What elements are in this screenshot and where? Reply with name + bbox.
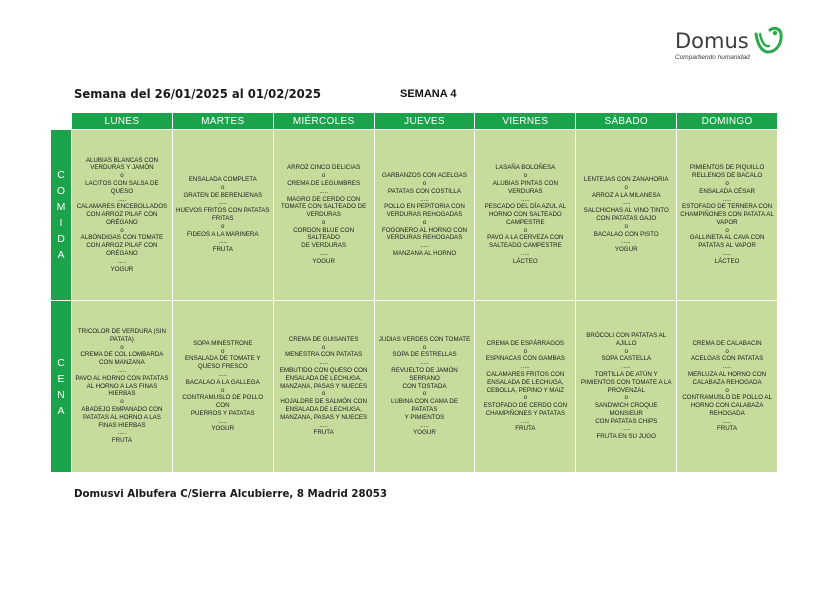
menu-line: SOPA DE ESTRELLAS xyxy=(392,351,457,359)
meal-letter: C xyxy=(57,356,65,369)
menu-line: FRUTA EN SU JUGO xyxy=(596,433,656,441)
logo-vi-icon xyxy=(750,26,784,54)
menu-cell-comida-domingo xyxy=(677,130,777,300)
menu-line: o xyxy=(422,343,427,351)
menu-line: ..... xyxy=(722,250,732,258)
menu-line: ALUBIAS PINTAS CON xyxy=(492,179,558,187)
meal-label-cena xyxy=(51,301,71,472)
menu-line: o xyxy=(321,390,326,398)
meal-letter: D xyxy=(57,233,65,245)
menu-line: AL HORNO A LAS FINAS HIERBAS xyxy=(86,382,158,398)
menu-line: PIMIENTOS CON TOMATE A LA xyxy=(580,378,672,386)
menu-line: ESTOFADO DE TERNERA CON xyxy=(681,203,773,211)
menu-line: VERDURAS REHOGADAS xyxy=(386,234,463,242)
menu-line: PAVO AL HORNO CON PATATAS xyxy=(75,374,169,382)
day-header-domingo: DOMINGO xyxy=(677,113,777,129)
menu-line: HOJALDRE DE SALMÓN CON xyxy=(280,398,367,406)
menu-line: CON MANZANA xyxy=(99,359,145,367)
menu-line: o xyxy=(221,222,225,230)
menu-line: o xyxy=(624,347,628,355)
menu-line: FRUTA xyxy=(212,246,233,254)
menu-line: SALTEADO CAMPESTRE xyxy=(488,242,562,250)
menu-line: ..... xyxy=(420,359,429,367)
menu-line: CHAMPIÑONES Y PATATAS xyxy=(485,409,565,417)
menu-line: GARBANZOS CON ACELGAS xyxy=(382,172,467,180)
menu-line: o xyxy=(221,347,225,355)
menu-cell-comida-lunes xyxy=(72,130,172,300)
menu-line: FRUTA xyxy=(716,425,738,433)
menu-line: ..... xyxy=(722,363,732,371)
menu-line: ..... xyxy=(319,421,328,429)
menu-line: HORNO CON SALTEADO xyxy=(488,211,562,219)
menu-line: o xyxy=(624,394,628,402)
menu-line: REHOGADA xyxy=(709,409,745,417)
menu-line: o xyxy=(321,343,326,351)
menu-line: LUBINA CON CAMA DE PATATAS xyxy=(390,398,459,413)
menu-line: DE VERDURAS xyxy=(301,242,346,250)
table-corner xyxy=(51,113,71,129)
menu-line: YOGUR xyxy=(614,246,638,254)
menu-line: ORÉGANO xyxy=(106,250,138,258)
menu-line: CON ARROZ PILAF CON xyxy=(86,242,158,250)
menu-line: ..... xyxy=(117,195,127,203)
menu-line: EMBUTIDO CON QUESO CON xyxy=(279,367,368,374)
week-range-title: Semana del 26/01/2025 al 01/02/2025 xyxy=(74,86,321,101)
menu-line: FRUTA xyxy=(313,429,334,437)
menu-line: BACALAO A LA GALLEGA xyxy=(185,378,260,386)
menu-line: MERLUZA AL HORNO CON xyxy=(687,370,767,378)
menu-cell-cena-domingo xyxy=(677,301,777,472)
menu-line: LACITOS CON SALSA DE QUESO xyxy=(85,179,159,195)
menu-line: ESPINACAS CON GAMBAS xyxy=(485,355,565,363)
meal-letter: O xyxy=(56,185,66,197)
menu-line: ..... xyxy=(621,199,631,207)
menu-line: FINAS HIERBAS xyxy=(98,421,146,429)
menu-line: CALAMARES FRITOS CON xyxy=(486,370,565,378)
meal-letter: E xyxy=(57,372,65,385)
menu-line: o xyxy=(523,347,528,355)
menu-line: MAGRO DE CERDO CON xyxy=(287,195,361,203)
menu-line: CON ARROZ PILAF CON xyxy=(86,211,158,219)
menu-line: o xyxy=(624,183,628,191)
menu-line: o xyxy=(120,398,124,406)
menu-line: CREMA DE GUISANTES xyxy=(288,335,359,343)
menu-line: PESCADO DEL DÍA AZUL AL xyxy=(484,203,567,211)
menu-line: ENSALADA DE TOMATE Y xyxy=(185,355,261,363)
menu-line: o xyxy=(120,343,124,351)
menu-line: CORDON BLUE CON SALTEADO xyxy=(293,226,355,242)
day-header-miercoles: MIÉRCOLES xyxy=(274,113,374,129)
meal-letter: A xyxy=(57,404,65,417)
meal-letter: C xyxy=(57,169,65,181)
menu-line: CONTRAMUSLO DE POLLO CON xyxy=(182,394,264,410)
menu-line: CHAMPIÑONES CON PATATA AL xyxy=(680,211,774,219)
menu-line: FRITAS xyxy=(212,215,234,222)
menu-line: ..... xyxy=(319,359,328,367)
menu-line: ..... xyxy=(521,417,530,425)
menu-line: o xyxy=(120,226,124,234)
menu-line: o xyxy=(725,226,729,234)
menu-line: ..... xyxy=(722,417,732,425)
menu-line: CREMA DE CALABACIN xyxy=(692,339,762,347)
menu-line: LÁCTEO xyxy=(512,257,538,265)
day-header-lunes: LUNES xyxy=(72,113,172,129)
menu-line: POLLO EN PEPITORIA CON xyxy=(384,203,465,211)
menu-line: CON PATATAS CHIPS xyxy=(595,417,658,425)
menu-line: ARROZ A LA MILANESA xyxy=(591,191,661,199)
menu-line: LÁCTEO xyxy=(714,257,740,265)
menu-line: o xyxy=(725,179,729,187)
menu-line: TRICOLOR DE VERDURA (SIN xyxy=(77,328,166,336)
menu-line: YOGUR xyxy=(413,429,436,437)
menu-line: ARROZ CINCO DELICIAS xyxy=(287,164,361,172)
menu-line: Y PIMIENTOS xyxy=(404,413,445,421)
day-header-sabado: SÁBADO xyxy=(576,113,676,129)
menu-line: YOGUR xyxy=(211,425,235,433)
menu-line: FOGONERO AL HORNO CON xyxy=(381,226,467,234)
menu-line: o xyxy=(321,218,326,226)
menu-line: FRUTA xyxy=(515,425,536,433)
meal-label-comida xyxy=(51,130,71,300)
menu-line: ALUBIAS BLANCAS CON xyxy=(85,156,159,164)
domusvi-logo xyxy=(672,26,790,62)
menu-line: JUDIAS VERDES CON TOMATE xyxy=(378,335,471,343)
menu-line: VERDURAS xyxy=(306,211,341,219)
menu-line: ..... xyxy=(218,417,228,425)
menu-line: o xyxy=(221,183,225,191)
menu-line: GRATEN DE BERENJENAS xyxy=(183,191,263,199)
menu-line: TORTILLA DE ATÚN Y xyxy=(594,370,658,378)
menu-line: ..... xyxy=(521,195,530,203)
menu-line: ENSALADA CÉSAR xyxy=(699,187,755,195)
menu-line: HORNO CON CALABAZA xyxy=(690,402,764,410)
menu-cell-comida-viernes xyxy=(475,130,575,300)
menu-line: o xyxy=(523,226,528,234)
menu-cell-cena-viernes xyxy=(475,301,575,472)
menu-cell-comida-miercoles xyxy=(274,130,374,300)
menu-line: HUEVOS FRITOS CON PATATAS xyxy=(176,207,270,215)
menu-line: o xyxy=(120,172,124,180)
menu-line: RELLENOS DE BACALO xyxy=(691,172,763,180)
menu-line: o xyxy=(221,386,225,394)
menu-line: CREMA DE COL LOMBARDA xyxy=(80,351,164,359)
meal-letter: M xyxy=(56,201,66,213)
menu-line: PATATAS CON COSTILLA xyxy=(387,187,461,195)
menu-line: ..... xyxy=(521,363,530,371)
menu-line: TOMATE CON SALTEADO DE xyxy=(281,203,367,211)
menu-line: BRÓCOLI CON PATATAS AL xyxy=(586,331,667,339)
meal-letter: N xyxy=(57,388,65,401)
menu-line: PUERROS Y PATATAS xyxy=(190,409,255,417)
menu-line: CAMPESTRE xyxy=(506,218,545,226)
menu-line: o xyxy=(422,390,427,398)
menu-line: VAPOR xyxy=(716,218,738,226)
menu-line: o xyxy=(422,218,427,226)
menu-line: VERDURAS Y JAMÓN xyxy=(90,164,154,172)
logo-tagline: Compartiendo humanidad xyxy=(675,54,750,61)
meal-letter: I xyxy=(59,217,63,229)
menu-line: PROVENZAL xyxy=(607,386,645,394)
menu-line: LENTEJAS CON ZANAHORIA xyxy=(583,176,669,184)
menu-line: o xyxy=(523,172,528,180)
menu-line: CREMA DE LEGUMBRES xyxy=(287,179,361,187)
menu-line: CALABAZA REHOGADA xyxy=(692,378,762,386)
menu-line: VERDURAS xyxy=(508,187,543,195)
menu-line: ABADEJO EMPANADO CON xyxy=(81,405,163,413)
menu-cell-comida-martes xyxy=(173,130,273,300)
menu-line: LASAÑA BOLOÑESA xyxy=(495,164,556,172)
menu-cell-cena-sabado xyxy=(576,301,676,472)
menu-line: ENSALADA DE LECHUGA, xyxy=(487,378,564,386)
menu-line: MANZANA, PASAS Y NUECES xyxy=(280,382,368,390)
menu-line: FRUTA xyxy=(111,437,132,445)
menu-line: SANDWICH CROQUE MONSIEUR xyxy=(594,402,658,417)
menu-line: ..... xyxy=(218,238,228,246)
menu-line: ..... xyxy=(621,425,631,433)
menu-line: PATATAS AL HORNO A LAS xyxy=(82,413,161,421)
menu-line: o xyxy=(725,386,729,394)
menu-line: PIMIENTOS DE PIQUILLO xyxy=(689,164,765,172)
menu-line: o xyxy=(321,172,326,180)
menu-cell-cena-martes xyxy=(173,301,273,472)
menu-line: ..... xyxy=(420,421,429,429)
menu-cell-cena-miercoles xyxy=(274,301,374,472)
menu-line: YOGUR xyxy=(312,257,335,265)
menu-line: CON PATATAS GAJO xyxy=(596,215,657,222)
address-footer: Domusvi Albufera C/Sierra Alcubierre, 8 Madrid 28053 xyxy=(74,487,387,500)
menu-line: BACALAO CON PISTO xyxy=(593,230,659,238)
menu-line: SOPA CASTELLA xyxy=(601,355,652,363)
menu-line: QUESO FRESCO xyxy=(197,363,248,371)
day-header-jueves: JUEVES xyxy=(375,113,475,129)
menu-line: ALBÓNDIGAS CON TOMATE xyxy=(80,234,164,242)
menu-line: AJILLO xyxy=(615,339,637,347)
day-header-martes: MARTES xyxy=(173,113,273,129)
menu-line: ENSALADA DE LECHUGA, xyxy=(285,405,362,413)
menu-line: ENSALADA DE LECHUGA, xyxy=(285,374,362,382)
meal-letter: A xyxy=(57,249,65,261)
menu-line: FIDEOS A LA MARINERA xyxy=(187,230,259,238)
menu-line: ..... xyxy=(621,238,631,246)
menu-line: ..... xyxy=(420,195,429,203)
menu-line: PATATA) xyxy=(110,335,134,343)
menu-line: ..... xyxy=(319,187,328,195)
menu-line: PAVO A LA CERVEZA CON xyxy=(487,234,564,242)
menu-line: ..... xyxy=(117,257,127,265)
menu-cell-cena-lunes xyxy=(72,301,172,472)
menu-line: ..... xyxy=(521,250,530,258)
menu-line: o xyxy=(422,179,427,187)
week-number: SEMANA 4 xyxy=(400,88,457,100)
menu-line: o xyxy=(523,394,528,402)
menu-line: ..... xyxy=(218,370,228,378)
menu-line: ..... xyxy=(621,363,631,371)
menu-line: ..... xyxy=(319,250,328,258)
menu-line: VERDURAS REHOGADAS xyxy=(386,211,463,219)
menu-line: CALAMARES ENCEBOLLADOS xyxy=(76,203,168,211)
menu-line: ..... xyxy=(117,429,127,437)
weekly-menu-table xyxy=(51,113,777,472)
menu-line: SOPA MINESTRONE xyxy=(193,339,253,347)
menu-line: CONTRAMUSLO DE POLLO AL xyxy=(682,394,772,402)
menu-line: CEBOLLA, PEPINO Y MAIZ xyxy=(486,386,565,394)
menu-line: REVUELTO DE JAMÓN SERRANO xyxy=(391,367,458,382)
menu-line: ACELGAS CON PATATAS xyxy=(690,355,764,363)
menu-line: MANZANA AL HORNO xyxy=(392,250,457,258)
menu-line: ESTOFADO DE CERDO CON xyxy=(483,402,568,410)
logo-wordmark: Domus xyxy=(675,29,749,53)
menu-line: ORÉGANO xyxy=(106,218,138,226)
menu-line: ENSALADA COMPLETA xyxy=(188,176,257,184)
menu-line: o xyxy=(725,347,729,355)
menu-line: ..... xyxy=(117,367,127,374)
menu-line: CREMA DE ESPÁRRAGOS xyxy=(486,339,565,347)
menu-line: CON TOSTADA xyxy=(402,382,447,390)
menu-line: MANZANA, PASAS Y NUECES xyxy=(280,413,368,421)
menu-cell-comida-jueves xyxy=(375,130,475,300)
menu-line: ..... xyxy=(218,199,228,207)
menu-line: ..... xyxy=(420,242,429,250)
menu-line: ..... xyxy=(722,195,732,203)
menu-line: SALCHICHAS AL VINO TINTO xyxy=(583,207,669,215)
menu-line: YOGUR xyxy=(110,265,134,273)
menu-line: MENESTRA CON PATATAS xyxy=(285,351,363,359)
menu-cell-comida-sabado xyxy=(576,130,676,300)
menu-line: o xyxy=(624,222,628,230)
day-header-viernes: VIERNES xyxy=(475,113,575,129)
menu-line: PATATAS AL VAPOR xyxy=(698,242,756,250)
menu-line: GALLINETA AL CAVA CON xyxy=(689,234,765,242)
menu-cell-cena-jueves xyxy=(375,301,475,472)
